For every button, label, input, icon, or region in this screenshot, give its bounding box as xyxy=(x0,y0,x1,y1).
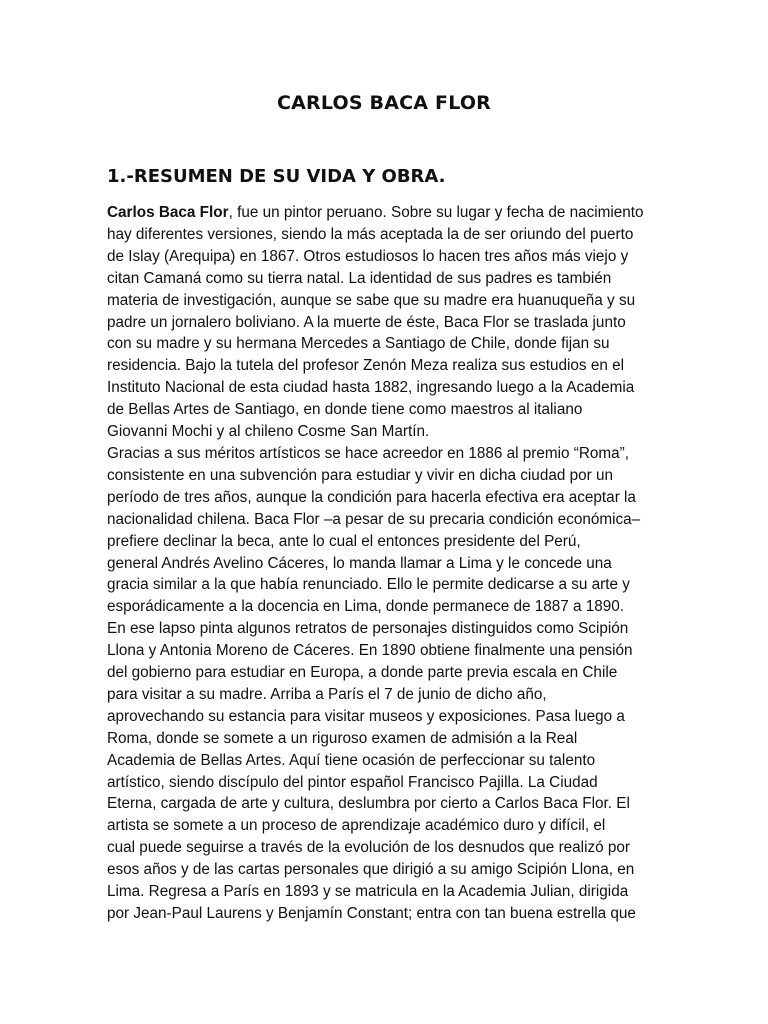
document-title: CARLOS BACA FLOR xyxy=(277,92,491,114)
text-line: Roma, donde se somete a un riguroso examen de admisión a la Real xyxy=(107,729,578,747)
text-line: general Andrés Avelino Cáceres, lo manda llamar a Lima y le concede una xyxy=(107,554,612,572)
text-line: artista se somete a un proceso de aprendizaje académico duro y difícil, el xyxy=(107,817,606,835)
text-line: esos años y de las cartas personales que dirigió a su amigo Scipión Llona, en xyxy=(107,861,635,879)
first-line-text: , fue un pintor peruano. Sobre su lugar y fecha de nacimiento xyxy=(228,204,644,221)
subject-name: Carlos Baca Flor xyxy=(107,204,229,221)
text-line: residencia. Bajo la tutela del profesor Zenón Meza realiza sus estudios en el xyxy=(107,357,624,375)
text-line: período de tres años, aunque la condición para hacerla efectiva era aceptar la xyxy=(107,488,636,506)
text-line: aprovechando su estancia para visitar museos y exposiciones. Pasa luego a xyxy=(107,707,625,725)
text-line: Gracias a sus méritos artísticos se hace acreedor en 1886 al premio “Roma”, xyxy=(107,444,630,462)
text-line: para visitar a su madre. Arriba a París el 7 de junio de dicho año, xyxy=(107,685,547,703)
text-line: de Bellas Artes de Santiago, en donde tiene como maestros al italiano xyxy=(107,401,583,419)
text-line: hay diferentes versiones, siendo la más aceptada la de ser oriundo del puerto xyxy=(107,225,634,243)
text-line: gracia similar a la que había renunciado. Ello le permite dedicarse a su arte y xyxy=(107,576,630,594)
text-line xyxy=(107,202,687,224)
text-line: prefiere declinar la beca, ante lo cual el entonces presidente del Perú, xyxy=(107,532,581,550)
section-heading: 1.-RESUMEN DE SU VIDA Y OBRA. xyxy=(107,166,446,187)
text-line: Eterna, cargada de arte y cultura, deslumbra por cierto a Carlos Baca Flor. El xyxy=(107,795,630,813)
text-line: consistente en una subvención para estudiar y vivir en dicha ciudad por un xyxy=(107,466,613,484)
text-line: esporádicamente a la docencia en Lima, donde permanece de 1887 a 1890. xyxy=(107,598,625,616)
text-line: Lima. Regresa a París en 1893 y se matricula en la Academia Julian, dirigida xyxy=(107,883,629,901)
text-line: padre un jornalero boliviano. A la muerte de éste, Baca Flor se traslada junto xyxy=(107,313,626,331)
text-line: En ese lapso pinta algunos retratos de personajes distinguidos como Scipión xyxy=(107,620,629,638)
text-line: Giovanni Mochi y al chileno Cosme San Martín. xyxy=(107,423,430,441)
text-line: del gobierno para estudiar en Europa, a donde parte previa escala en Chile xyxy=(107,664,618,682)
text-line: Academia de Bellas Artes. Aquí tiene ocasión de perfeccionar su talento xyxy=(107,751,596,769)
body-text xyxy=(107,202,687,925)
text-line: citan Camaná como su tierra natal. La identidad de sus padres es también xyxy=(107,269,612,287)
text-line: con su madre y su hermana Mercedes a Santiago de Chile, donde fijan su xyxy=(107,335,610,353)
text-line: por Jean-Paul Laurens y Benjamín Constant; entra con tan buena estrella que xyxy=(107,905,636,922)
text-line: Llona y Antonia Moreno de Cáceres. En 1890 obtiene finalmente una pensión xyxy=(107,642,633,660)
text-line: de Islay (Arequipa) en 1867. Otros estudiosos lo hacen tres años más viejo y xyxy=(107,247,629,265)
text-line: Instituto Nacional de esta ciudad hasta 1882, ingresando luego a la Academia xyxy=(107,379,635,397)
text-line: cual puede seguirse a través de la evolución de los desnudos que realizó por xyxy=(107,839,630,857)
text-line: nacionalidad chilena. Baca Flor –a pesar de su precaria condición económica– xyxy=(107,510,641,528)
text-line: materia de investigación, aunque se sabe que su madre era huanuqueña y su xyxy=(107,291,636,309)
text-line: artístico, siendo discípulo del pintor español Francisco Pajilla. La Ciudad xyxy=(107,773,598,791)
